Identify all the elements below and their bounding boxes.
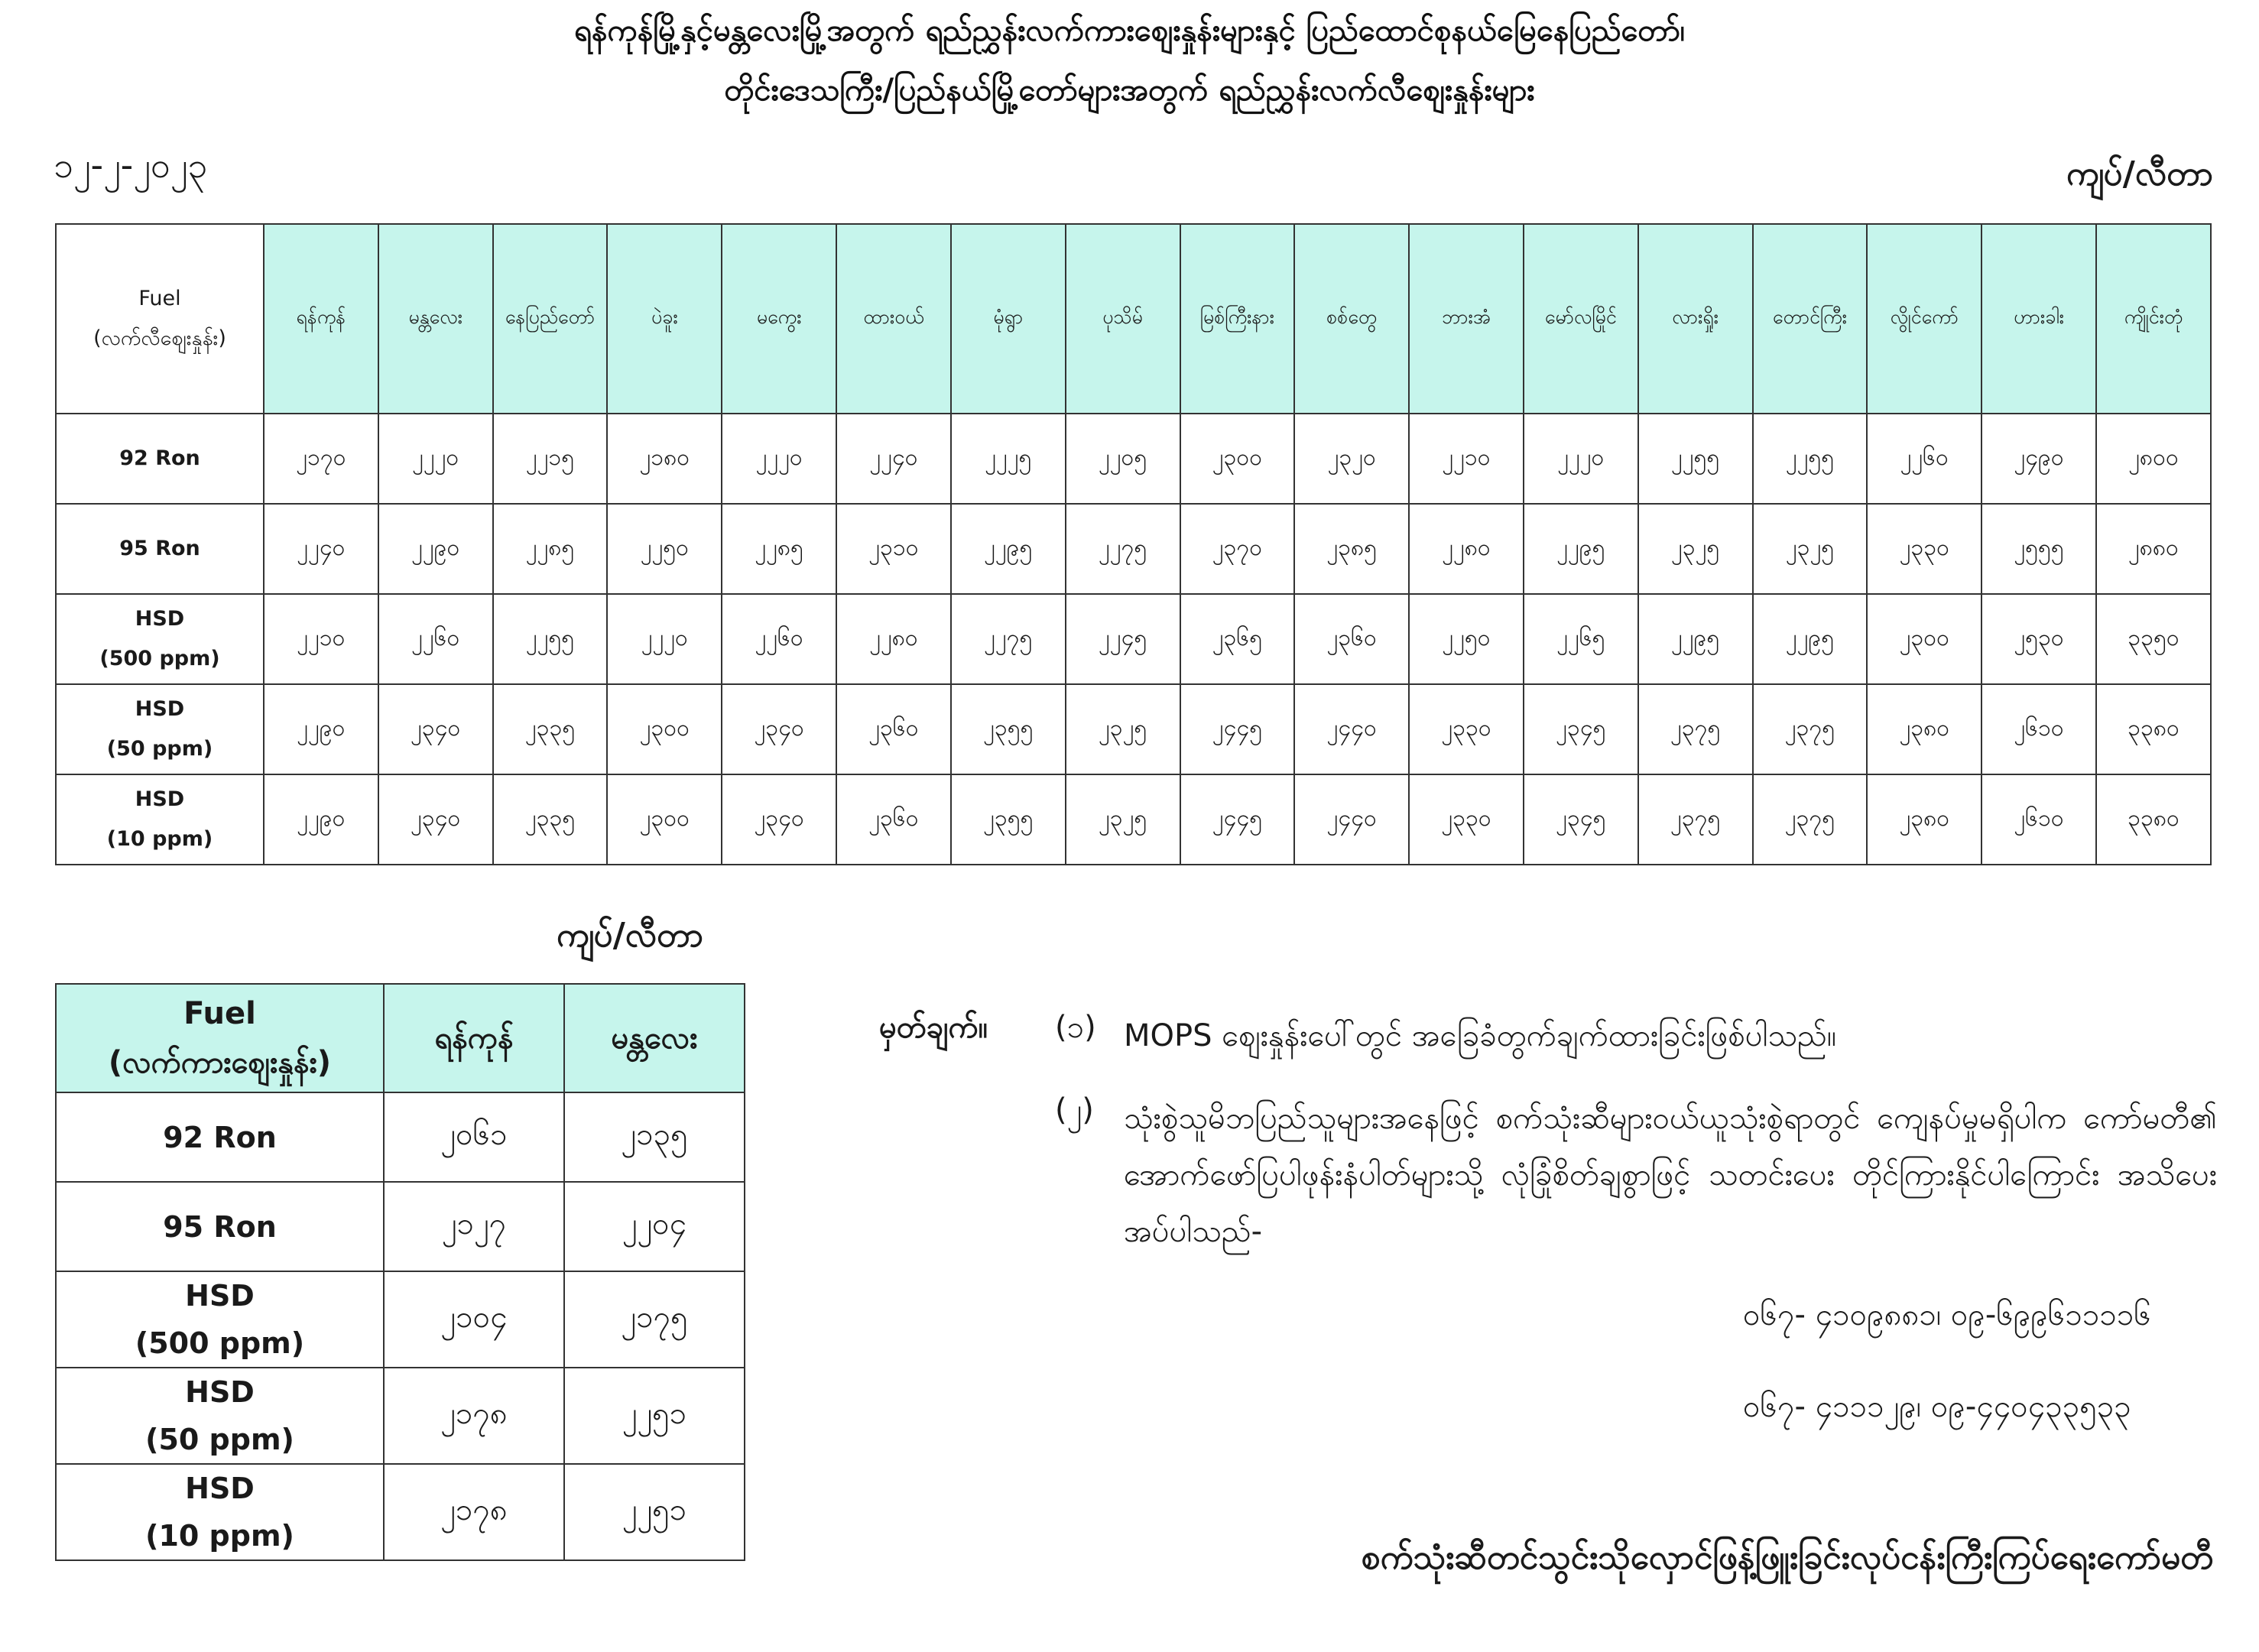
price-cell: ၂၃၃၀ — [1867, 504, 1981, 594]
price-cell: ၃၃၈၀ — [2096, 774, 2211, 865]
city-column-header: ထားဝယ် — [836, 224, 951, 414]
table-row — [56, 1092, 745, 1182]
fuel-name: 95 Ron — [163, 1209, 277, 1244]
fuel-name: 92 Ron — [119, 446, 200, 470]
price-cell: ၃၃၅၀ — [2096, 594, 2211, 684]
price-cell: ၂၂၁၅ — [493, 414, 608, 504]
price-cell: ၂၃၂၅ — [1066, 774, 1180, 865]
price-cell: ၂၁၀၄ — [384, 1271, 564, 1368]
price-cell: ၂၂၄၀ — [836, 414, 951, 504]
price-cell: ၂၂၆၀ — [1867, 414, 1981, 504]
price-cell: ၃၃၈၀ — [2096, 684, 2211, 774]
city-column-header: မုံရွာ — [951, 224, 1066, 414]
price-cell: ၂၃၆၅ — [1180, 594, 1295, 684]
price-cell: ၂၂၈၅ — [722, 504, 836, 594]
price-cell: ၂၂၄၅ — [1066, 594, 1180, 684]
price-cell: ၂၂၅၅ — [1753, 414, 1868, 504]
city-column-header: မန္တလေး — [564, 984, 745, 1092]
fuel-type-cell — [56, 594, 264, 684]
fuel-type-cell — [56, 774, 264, 865]
unit-label: ကျပ်/လီတာ — [557, 916, 703, 955]
fuel-name: 95 Ron — [119, 537, 200, 560]
price-cell: ၂၁၂၇ — [384, 1182, 564, 1271]
price-cell: ၂၄၄၀ — [1294, 684, 1409, 774]
price-cell: ၂၂၅၁ — [564, 1368, 745, 1464]
table-row — [56, 684, 2211, 774]
fuel-spec: (500 ppm) — [135, 1326, 305, 1360]
fuel-name: HSD — [135, 787, 185, 811]
city-column-header: လားရှိုး — [1638, 224, 1753, 414]
city-column-header: မြစ်ကြီးနား — [1180, 224, 1295, 414]
price-cell: ၂၁၇၅ — [564, 1271, 745, 1368]
price-cell: ၂၂၄၀ — [264, 504, 378, 594]
price-cell: ၂၁၈၀ — [607, 414, 722, 504]
city-column-header: မော်လမြိုင် — [1524, 224, 1638, 414]
price-cell: ၂၁၇၈ — [384, 1464, 564, 1560]
city-column-header: မကွေး — [722, 224, 836, 414]
price-cell: ၂၂၁၀ — [264, 594, 378, 684]
price-cell: ၂၂၈၀ — [1409, 504, 1524, 594]
price-cell: ၂၃၄၀ — [378, 684, 493, 774]
price-cell: ၂၂၀၅ — [1066, 414, 1180, 504]
price-cell: ၂၃၃၀ — [1409, 774, 1524, 865]
city-column-header: စစ်တွေ — [1294, 224, 1409, 414]
unit-label: ကျပ်/လီတာ — [2066, 154, 2213, 193]
price-cell: ၂၄၄၅ — [1180, 774, 1295, 865]
price-cell: ၂၂၉၀ — [264, 774, 378, 865]
city-column-header: မန္တလေး — [378, 224, 493, 414]
price-cell: ၂၂၆၀ — [722, 594, 836, 684]
price-cell: ၂၁၇၀ — [264, 414, 378, 504]
table-header-row — [56, 984, 745, 1092]
price-cell: ၂၂၆၅ — [1524, 594, 1638, 684]
fuel-type-cell — [56, 1464, 384, 1560]
fuel-column-header — [56, 984, 384, 1092]
price-cell: ၂၃၅၅ — [951, 774, 1066, 865]
table-row — [56, 1368, 745, 1464]
city-column-header: ရန်ကုန် — [384, 984, 564, 1092]
city-column-header: ကျိုင်းတုံ — [2096, 224, 2211, 414]
price-cell: ၂၂၂၀ — [607, 594, 722, 684]
price-cell: ၂၂၉၅ — [1524, 504, 1638, 594]
phone-numbers: ၀၆၇- ၄၁၀၉၈၈၁၊ ၀၉-၆၉၉၆၁၁၁၁၆ — [1743, 1297, 2151, 1332]
price-cell: ၂၃၁၀ — [836, 504, 951, 594]
price-cell: ၂၃၆၀ — [1294, 594, 1409, 684]
table-row — [56, 1271, 745, 1368]
city-column-header: ရန်ကုန် — [264, 224, 378, 414]
price-cell: ၂၃၀၀ — [1867, 594, 1981, 684]
fuel-type-cell — [56, 1092, 384, 1182]
fuel-type-cell — [56, 504, 264, 594]
price-cell: ၂၃၇၅ — [1753, 684, 1868, 774]
fuel-type-cell — [56, 1271, 384, 1368]
price-cell: ၂၈၈၀ — [2096, 504, 2211, 594]
price-cell: ၂၀၆၁ — [384, 1092, 564, 1182]
fuel-type-cell — [56, 684, 264, 774]
fuel-spec: (10 ppm) — [106, 827, 213, 851]
price-cell: ၂၂၁၀ — [1409, 414, 1524, 504]
fuel-name: HSD — [185, 1375, 255, 1409]
price-cell: ၂၁၇၈ — [384, 1368, 564, 1464]
price-cell: ၂၂၉၅ — [951, 504, 1066, 594]
fuel-spec: (50 ppm) — [145, 1423, 294, 1456]
price-cell: ၂၂၅၅ — [493, 594, 608, 684]
table-row — [56, 594, 2211, 684]
price-cell: ၂၂၈၀ — [836, 594, 951, 684]
price-cell: ၂၁၃၅ — [564, 1092, 745, 1182]
price-cell: ၂၃၇၀ — [1180, 504, 1295, 594]
notes-label: မှတ်ချက်။ — [879, 1010, 988, 1045]
table-header-row — [56, 224, 2211, 414]
price-cell: ၂၆၁၀ — [1981, 684, 2096, 774]
price-cell: ၂၅၃၀ — [1981, 594, 2096, 684]
fuel-name: HSD — [135, 607, 185, 631]
price-cell: ၂၂၉၀ — [378, 504, 493, 594]
price-cell: ၂၃၀၀ — [607, 684, 722, 774]
price-cell: ၂၃၃၀ — [1409, 684, 1524, 774]
fuel-header-line1: Fuel — [183, 996, 256, 1031]
price-cell: ၂၂၂၅ — [951, 414, 1066, 504]
city-column-header: တောင်ကြီး — [1753, 224, 1868, 414]
price-cell: ၂၂၉၅ — [1638, 594, 1753, 684]
city-column-header: လွိုင်ကော် — [1867, 224, 1981, 414]
price-cell: ၂၈၀၀ — [2096, 414, 2211, 504]
price-cell: ၂၅၅၅ — [1981, 504, 2096, 594]
table-row — [56, 1182, 745, 1271]
fuel-column-header — [56, 224, 264, 414]
price-cell: ၂၂၂၀ — [378, 414, 493, 504]
price-cell: ၂၂၅၀ — [607, 504, 722, 594]
price-cell: ၂၂၈၅ — [493, 504, 608, 594]
price-cell: ၂၃၇၅ — [1638, 684, 1753, 774]
price-cell: ၂၃၈၀ — [1867, 774, 1981, 865]
price-cell: ၂၃၀၀ — [607, 774, 722, 865]
fuel-name: HSD — [185, 1279, 255, 1313]
wholesale-price-table — [55, 983, 745, 1561]
fuel-type-cell — [56, 1182, 384, 1271]
page-title-line2: တိုင်းဒေသကြီး/ပြည်နယ်မြို့တော်များအတွက် ရည်ညွှန်းလက်လီစျေးနှုန်းများ — [724, 73, 1535, 108]
price-cell: ၂၃၃၅ — [493, 684, 608, 774]
date-label: ၁၂-၂-၂၀၂၃ — [54, 144, 208, 186]
fuel-name: HSD — [185, 1472, 255, 1505]
price-cell: ၂၃၇၅ — [1753, 774, 1868, 865]
price-cell: ၂၃၄၀ — [722, 684, 836, 774]
retail-price-table — [55, 223, 2212, 865]
city-column-header: ဘားအံ — [1409, 224, 1524, 414]
price-cell: ၂၂၀၄ — [564, 1182, 745, 1271]
city-column-header: ပုသိမ် — [1066, 224, 1180, 414]
note-number: (၁) — [1055, 1010, 1096, 1045]
phone-numbers: ၀၆၇- ၄၁၁၁၂၉၊ ၀၉-၄၄၀၄၃၃၅၃၃ — [1743, 1389, 2131, 1424]
table-row — [56, 504, 2211, 594]
table-row — [56, 414, 2211, 504]
page-title-line1: ရန်ကုန်မြို့နှင့်မန္တလေးမြို့အတွက် ရည်ညွှန်းလက်ကားစျေးနှုန်းများနှင့် ပြည်ထောင်စုနယ်မြေနေပြည်တော်၊ — [573, 13, 1686, 48]
price-cell: ၂၃၄၅ — [1524, 774, 1638, 865]
price-cell: ၂၃၆၀ — [836, 774, 951, 865]
price-cell: ၂၃၈၅ — [1294, 504, 1409, 594]
price-cell: ၂၃၇၅ — [1638, 774, 1753, 865]
fuel-header-line1: Fuel — [138, 287, 181, 310]
note-text: MOPS စျေးနှုန်းပေါ်တွင် အခြေခံတွက်ချက်ထားခြင်းဖြစ်ပါသည်။ — [1124, 1018, 1836, 1053]
price-cell: ၂၄၉၀ — [1981, 414, 2096, 504]
table-row — [56, 1464, 745, 1560]
price-cell: ၂၃၀၀ — [1180, 414, 1295, 504]
price-cell: ၂၆၁၀ — [1981, 774, 2096, 865]
city-column-header: ဟားခါး — [1981, 224, 2096, 414]
note-text: သုံးစွဲသူမိဘပြည်သူများအနေဖြင့် စက်သုံးဆီများဝယ်ယူသုံးစွဲရာတွင် ကျေနပ်မှုမရှိပါက ကော်မတီ၏ အောက်ဖော်ပြပါဖုန်းနံပါတ်များသို့ လုံခြုံစိတ်ချစွာဖြင့် သတင်းပေး တိုင်ကြားနိုင်ပါကြောင်း အသိပေးအပ်ပါသည်- — [1124, 1101, 2217, 1249]
price-cell: ၂၂၂၀ — [722, 414, 836, 504]
price-cell: ၂၃၂၅ — [1066, 684, 1180, 774]
price-cell: ၂၃၄၅ — [1524, 684, 1638, 774]
price-cell: ၂၃၃၅ — [493, 774, 608, 865]
price-cell: ၂၂၆၀ — [378, 594, 493, 684]
price-cell: ၂၃၂၀ — [1294, 414, 1409, 504]
fuel-spec: (500 ppm) — [99, 647, 220, 670]
fuel-type-cell — [56, 414, 264, 504]
price-cell: ၂၄၄၀ — [1294, 774, 1409, 865]
price-cell: ၂၂၅၀ — [1409, 594, 1524, 684]
city-column-header: ပဲခူး — [607, 224, 722, 414]
fuel-header-line2: (လက်လီစျေးနှုန်း) — [93, 326, 226, 350]
price-cell: ၂၃၄၀ — [722, 774, 836, 865]
fuel-spec: (50 ppm) — [106, 737, 213, 761]
price-cell: ၂၂၇၅ — [951, 594, 1066, 684]
city-column-header: နေပြည်တော် — [493, 224, 608, 414]
price-cell: ၂၃၈၀ — [1867, 684, 1981, 774]
price-cell: ၂၂၇၅ — [1066, 504, 1180, 594]
fuel-name: 92 Ron — [163, 1120, 277, 1154]
fuel-name: HSD — [135, 697, 185, 721]
price-cell: ၂၃၄၀ — [378, 774, 493, 865]
fuel-type-cell — [56, 1368, 384, 1464]
price-cell: ၂၃၅၅ — [951, 684, 1066, 774]
note-number: (၂) — [1055, 1092, 1094, 1128]
price-cell: ၂၂၂၀ — [1524, 414, 1638, 504]
price-cell: ၂၂၉၀ — [264, 684, 378, 774]
fuel-header-line2: (လက်ကားစျေးနှုန်း) — [108, 1045, 332, 1080]
price-cell: ၂၃၂၅ — [1638, 504, 1753, 594]
fuel-spec: (10 ppm) — [145, 1519, 294, 1553]
price-cell: ၂၃၆၀ — [836, 684, 951, 774]
price-cell: ၂၂၅၅ — [1638, 414, 1753, 504]
price-cell: ၂၄၄၅ — [1180, 684, 1295, 774]
committee-signature: စက်သုံးဆီတင်သွင်းသိုလှောင်ဖြန့်ဖြူးခြင်းလုပ်ငန်းကြီးကြပ်ရေးကော်မတီ — [1361, 1538, 2213, 1577]
price-cell: ၂၂၅၁ — [564, 1464, 745, 1560]
price-cell: ၂၂၉၅ — [1753, 594, 1868, 684]
table-row — [56, 774, 2211, 865]
price-cell: ၂၃၂၅ — [1753, 504, 1868, 594]
